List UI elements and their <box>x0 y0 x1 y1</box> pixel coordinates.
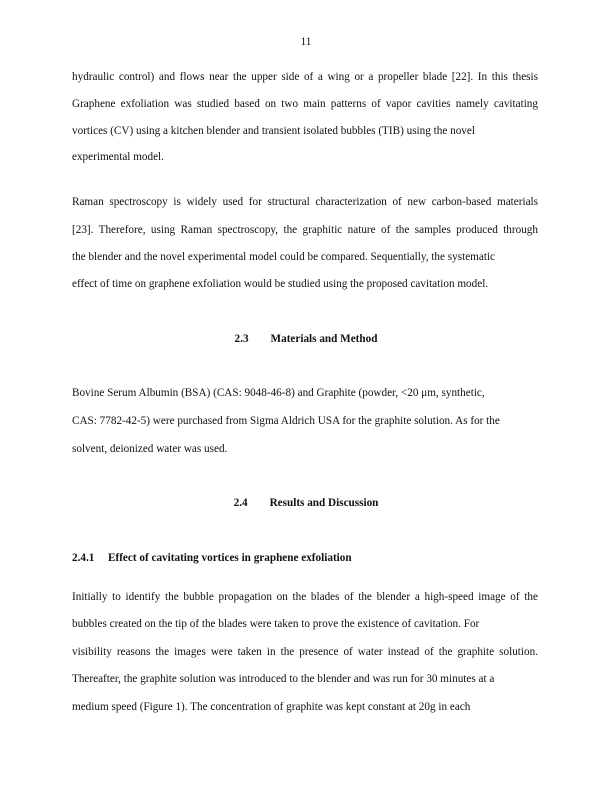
text-line: Bovine Serum Albumin (BSA) (CAS: 9048-46-8) and Graphite (powder, <20 μm, synthetic, <box>72 387 485 399</box>
text-line: experimental model. <box>72 151 164 163</box>
page-number: 11 <box>300 36 312 48</box>
subsection-title: Effect of cavitating vortices in graphene exfoliation <box>108 552 352 564</box>
text-line: Initially to identify the bubble propagation on the blades of the blender a high-speed image of the <box>72 591 538 603</box>
text-line: CAS: 7782-42-5) were purchased from Sigma Aldrich USA for the graphite solution. As for the <box>72 415 500 427</box>
section-number: 2.3 <box>234 333 249 345</box>
text-line: [23]. Therefore, using Raman spectroscopy, the graphitic nature of the samples produced through <box>72 224 538 236</box>
section-number: 2.4 <box>233 497 248 509</box>
text-line: Thereafter, the graphite solution was introduced to the blender and was run for 30 minutes at a <box>72 673 495 685</box>
text-line: visibility reasons the images were taken in the presence of water instead of the graphite solution. <box>72 646 538 658</box>
subsection-number: 2.4.1 <box>72 552 95 564</box>
section-title: Materials and Method <box>270 333 378 345</box>
text-line: the blender and the novel experimental model could be compared. Sequentially, the systematic <box>72 251 496 263</box>
text-line: Raman spectroscopy is widely used for structural characterization of new carbon-based materials <box>72 196 538 208</box>
text-line: bubbles created on the tip of the blades were taken to prove the existence of cavitation. For <box>72 618 480 630</box>
subsection-heading-cavitating-vortices <box>72 552 352 564</box>
text-line: hydraulic control) and flows near the upper side of a wing or a propeller blade [22]. In this thesis <box>72 71 538 83</box>
text-line: Graphene exfoliation was studied based on two main patterns of vapor cavities namely cavitating <box>72 98 538 110</box>
section-heading-materials <box>0 333 612 345</box>
section-heading-results <box>0 497 612 509</box>
text-line: solvent, deionized water was used. <box>72 443 228 455</box>
text-line: vortices (CV) using a kitchen blender and transient isolated bubbles (TIB) using the novel <box>72 125 475 137</box>
section-title: Results and Discussion <box>269 497 379 509</box>
text-line: effect of time on graphene exfoliation would be studied using the proposed cavitation model. <box>72 278 489 290</box>
text-line: medium speed (Figure 1). The concentration of graphite was kept constant at 20g in each <box>72 701 471 713</box>
